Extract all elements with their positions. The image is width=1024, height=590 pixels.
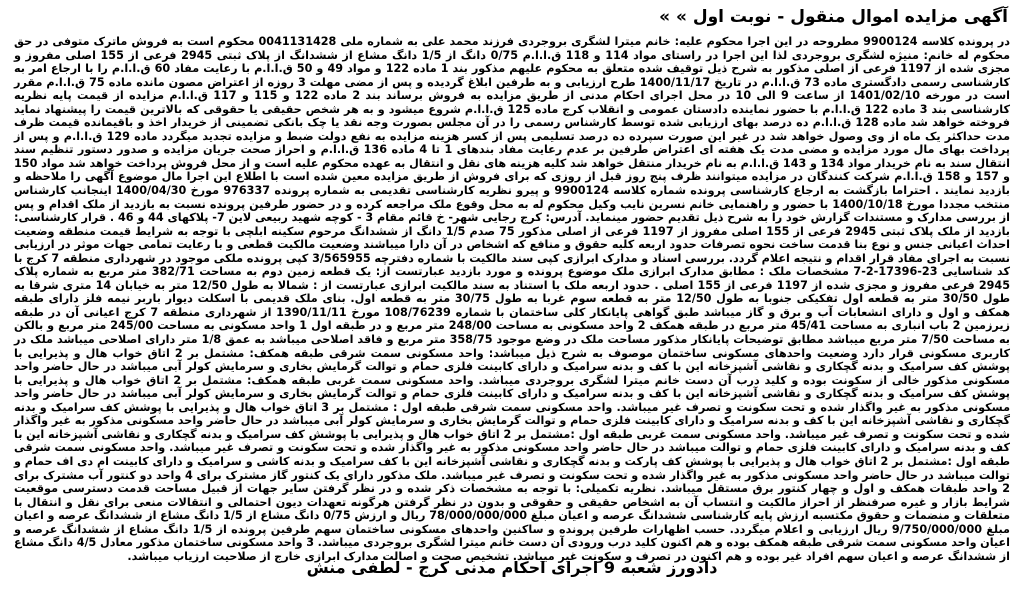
notice-body: در پرونده کلاسه 9900124 مطروحه در این اجرا محکوم علیه: خانم میترا لشگری بروجردی فرزند محمد علی به شماره ملی 0041131428 محکوم است به فروش ماترک متوفی در حق محکوم له خانم: منیژه لشگری بروجردی لذا این اجرا در راستای مواد 114 و 118 ق.ا.ا.م 0/75 دانگ از 1/5 دانگ مشاع از ششدانگ از پلاک ثبتی 2945 فرعی از 155 اصلی مفروز و مجزی شده از 1197 فرعی از اصلی مذکور به شرح ذیل توقیف شده متعلق به محکوم علیهم مذکور بند 1 ماده 122 و مواد 49 و 50 ق.ا.ا.م با رعایت مفاد 60 ق.ا.ا.م را با ارجاع امر به کارشناسی رسمی دادگستری ماده 73 ق.ا.ا.م در تاریخ 1400/11/17 طرح ارزیابی و به طرفین ابلاغ گردیده و پس از مضی مهلت 3 روزه از اعتراض مصون مانده ماده 75 ق.ا.ا.م مقرر است در مورخه 1401/02/10 از ساعت 9 الی 10 در محل اجرای احکام مدنی از طریق مزایده به فروش برساند بند 2 ماده 122 و 115 و 117 ق.ا.ا.م مزایده از قیمت پایه نظریه کارشناسی بند 3 ماده 122 ق.ا.ا.م با حضور نماینده دادستان عمومی و انقلاب کرج ماده 125 ق.ا.ا.م شروع میشود و به هر شخص حقیقی یا حقوقی که بالاترین قیمت را پیشنهاد نماید فروخته خواهد شد ماده 128 ق.ا.ا.م ده درصد بهای ارزیابی شده توسط کارشناس رسمی را در آن مجلس بصورت وجه نقد یا چک بانکی تضمینی از خریدار اخذ و باقیمانده قیمت ظرف مدت حداکثر یک ماه از وی وصول خواهد شد در غیر این صورت سپرده ده درصد تسلیمی پس از کسر هزینه مزایده به نفع دولت ضبط و مزایده تجدید میگردد ماده 129 ق.ا.ا.م و پس از پرداخت بهای مال مورد مزایده و مضی مدت یک هفته ای اعتراض طرفین بر عدم رعایت مفاد بندهای 1 تا 4 ماده 136 ق.ا.ا.م و احراز صحت جریان مزایده و صدور دستور تنظیم سند انتقال سند به نام خریدار مواد 134 و 143 ق.ا.ا.م به نام خریدار منتقل خواهد شد کلیه هزینه های نقل و انتقال به عهده محکوم علیه است و از محل فروش پرداخت خواهد شد مواد 150 و 157 و 158 ق.ا.ا.م شرکت کنندگان در مزایده میتوانند ظرف پنج روز قبل از روزی که برای فروش از طریق مزایده معین شده است با اطلاع این اجرا مال موضوع آگهی را ملاحظه و بازدید نمایند . احتراما بازگشت به ارجاع کارشناسی پرونده شماره کلاسه 9900124 و پیرو نظریه کارشناسی تقدیمی به شماره پرونده 976337 مورخ 1400/04/30 اینجانب کارشناس منتخب مجددا مورخ 1400/10/18 با حضور و راهنمایی خانم نسرین نایب وکیل محکوم له به محل وقوع ملک مراجعه کرده و در حضور طرفین پرونده نسبت به بازدید از ملک اقدام و پس از بررسی مدارک و مستندات گزارش خود را به شرح ذیل تقدیم حضور مینماید. آدرس: کرج رجایی شهر- خ قائم مقام 3 - کوچه شهید ربیعی لاین 7- پلاکهای 44 و 46 . قرار کارشناسی: بازدید از ملک پلاک ثبتی 2945 فرعی از 155 اصلی مفروز از 1197 فرعی از اصلی مذکور 75 صدم 1/5 دانگ از ششدانگ مرحوم سکینه ابلچی با توجه به شرایط قیمت منطقه وضعیت احداث اعیانی جنس و نوع بنا قدمت ساخت نحوه تصرفات حدود اربعه کلیه حقوق و منافع که اشخاص در آن دارا میباشند وضعیت مالکیت قطعی و با رعایت تمامی جهات موثر در ارزیابی نسبت به اجرای مفاد قرار اقدام و نتیجه اعلام گردد. بررسی اسناد و مدارک ابرازی کپی سند مالکیت با شماره دفترچه 3/565955 کپی پرونده ملکی موجود در شهرداری منطقه 7 کرج با کد شناسایی 23-17396-2-7 مشخصات ملک : مطابق مدارک ابرازی ملک موضوع پرونده و مورد بازدید عبارتست از: یک قطعه زمین دوم به مساحت 382/71 متر مربع به شماره پلاک 2945 فرعی مفروز و مجزی شده از 1197 فرعی از 155 اصلی . حدود اربعه ملک با استناد به سند مالکیت ابرازی عبارتست از : شمالا به طول 12/50 متر به خیابان 14 متری شرقا به طول 30/50 متر به قطعه اول تفکیکی جنوبا به طول 12/50 متر به قطعه سوم غربا به طول 30/75 متر به قطعه اول. بنای ملک قدیمی با اسکلت دیوار باربر نیمه فلز دارای طبقه همکف و اول و دارای انشعابات آب و برق و گاز میباشد طبق گواهی پایانکار کلی ساختمان با شماره 108/76239 مورخ 1390/11/11 از شهرداری منطقه 7 کرج اعیانی آن در طبقه زیرزمین 2 باب انباری به مساحت 45/41 متر مربع در طبقه همکف 2 واحد مسکونی به مساحت 248/00 متر مربع و در طبقه اول 1 واحد مسکونی به مساحت 245/00 متر مربع و بالکن به مساحت 7/50 متر مربع میباشد مطابق توضیحات پایانکار مذکور مساحت ملک در وضع موجود 358/75 متر مربع و فاقد اصلاحی میباشد به عمق 1/8 متر دارای اصلاحی میباشد ملک در کاربری مسکونی قرار دارد وضعیت واحدهای مسکونی ساختمان موصوف به شرح ذیل میباشد: واحد مسکونی سمت شرقی طبقه همکف: مشتمل بر 2 اتاق خواب هال و پذیرایی با پوشش کف سرامیک و بدنه گچکاری و نقاشی آشپزخانه این با کف و بدنه سرامیک و دارای کابینت فلزی حمام و توالت گرمایش بخاری و سرمایش کولر آبی میباشد در حال حاضر واحد مسکونی مذکور خالی از سکونت بوده و کلید درب آن دست خانم میترا لشگری بروجردی میباشد. واحد مسکونی سمت غربی طبقه همکف: مشتمل بر 2 اتاق خواب هال و پذیرایی با پوشش کف سرامیک و بدنه گچکاری و نقاشی آشپزخانه این با کف و بدنه سرامیک و دارای کابینت فلزی حمام و توالت گرمایش بخاری و سرمایش کولر آبی میباشد در حال حاضر واحد مسکونی مذکور به غیر واگذار شده و تحت سکونت و تصرف غیر میباشد. واحد مسکونی سمت شرقی طبقه اول : مشتمل بر 3 اتاق خواب هال و پذیرایی با پوشش کف سرامیک و بدنه گچکاری و نقاشی آشپزخانه این با کف و بدنه سرامیک و دارای کابینت فلزی حمام و توالت گرمایش بخاری و سرمایش کولر آبی میباشد در حال حاضر واحد مسکونی مذکور به غیر واگذار شده و تحت سکونت و تصرف غیر میباشد. واحد مسکونی سمت غربی طبقه اول :مشتمل بر 2 اتاق خواب هال و پذیرایی با پوشش کف سرامیک و بدنه گچکاری و نقاشی آشپزخانه این با کف و بدنه سرامیک و دارای کابینت فلزی حمام و توالت میباشد در حال حاضر واحد مسکونی مذکور به غیر واگذار شده و تحت سکونت و تصرف غیر میباشد. واحد مسکونی سمت شرقی طبقه اول :مشتمل بر 2 اتاق خواب هال و پذیرایی با پوشش کف پارکت و بدنه گچکاری و نقاشی آشپزخانه این با کف سرامیک و بدنه کاشی و سرامیک و دارای کابینت ام دی اف حمام و توالت میباشد در حال حاضر واحد مسکونی مذکور به غیر واگذار شده و تحت سکونت و تصرف غیر میباشد. ملک مذکور دارای یک کنتور گاز مشترک برای 4 واحد دو کنتور آب مشترک برای 2 واحد طبقات همکف و اول و چهار کنتور برق مستقل میباشد. نظریه تکمیلی: با توجه به مشخصات ذکر شده و در نظر گرفتن سایر جهات از قبیل مساحت قدمت دسترسی موقعیت شرایط بازار و غیره صرفنظر از احراز مالکیت و انتساب آن به اشخاص حقیقی و حقوقی و بدون در نظر گرفتن هرگونه تعهدات دیون احتمالی و انتقالات منعی برای نقل و انتقال با متعلقات و منضمات و حقوق مکتسبه ارزش پایه کارشناسی ششدانگ عرصه و اعیان مبلغ 78/000/000/000 ریال و ارزش 0/75 دانگ مشاع از 1/5 دانگ مشاع از ششدانگ عرصه و اعیان مبلغ 9/750/000/000 ریال ارزیابی و اعلام میگردد. حسب اظهارات طرفین پرونده و ساکنین واحدهای مسکونی ساختمان سهم طرفین پرونده از 1/5 دانگ مشاع از ششدانگ عرصه و اعیان واحد مسکونی سمت شرقی طبقه همکف بوده و هم اکنون کلید درب ورودی آن دست خانم میترا لشگری بروجردی میباشد. 3 واحد مسکونی ساختمان مذکور معادل 4/5 دانگ مشاع از ششدانگ عرصه و اعیان سهم افراد غیر بوده و هم اکنون در تصرف و سکونت غیر میباشد. تشخیص صحت و اصالت مدارک ابرازی خارج از صلاحیت ارزیاب میباشد. [14,35,1011,563]
notice-title: آگهی مزایده اموال منقول - نوبت اول » » [659,7,1008,27]
notice-signature: دادورز شعبه 9 اجرای احکام مدنی کرج - لطفی منش [306,558,718,577]
